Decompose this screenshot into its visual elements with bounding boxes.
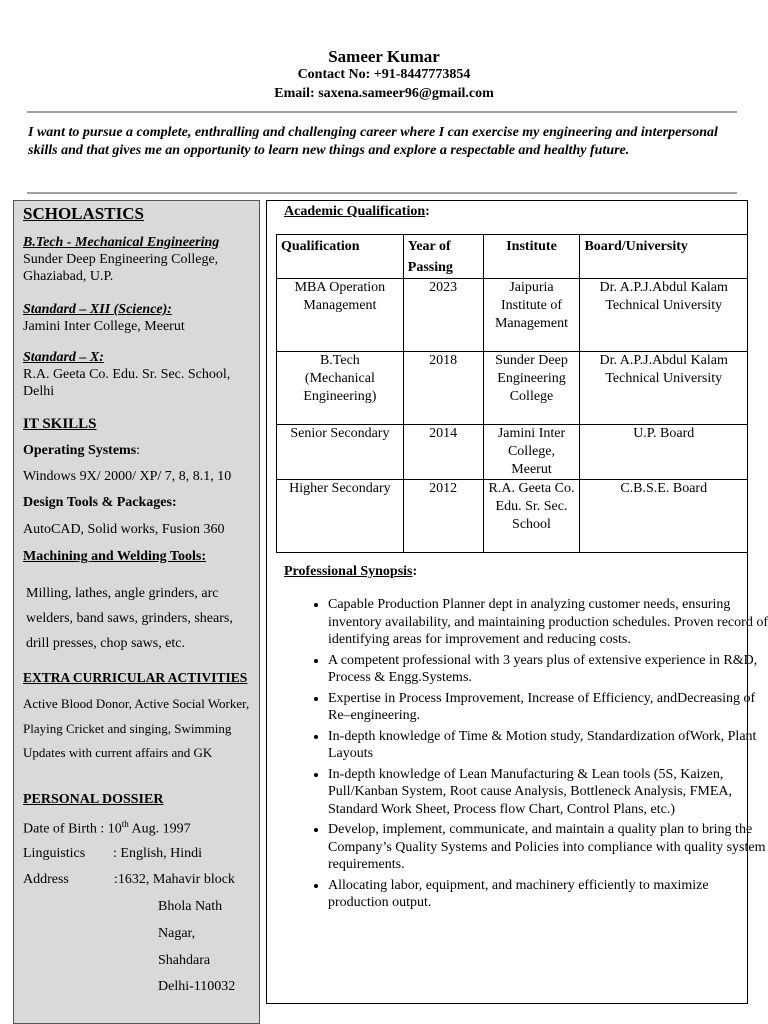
os-label — [23, 443, 140, 459]
extra-curricular-text: Active Blood Donor, Active Social Worker, Playing Cricket and singing, Swimming Updates with current affairs and GK — [23, 696, 250, 760]
list-item: • A competent professional with 3 years plus of extensive experience in R&D, Process & Engg.Systems. — [328, 652, 768, 687]
list-item: • Expertise in Process Improvement, Increase of Efficiency, andDecreasing of Re–engineering. — [328, 690, 768, 725]
objective-divider — [27, 192, 737, 194]
address-line: Delhi-110032 — [158, 979, 236, 994]
table-cell: 2012 — [403, 480, 483, 553]
column-header: Year of Passing — [403, 235, 483, 279]
column-header: Institute — [483, 235, 580, 279]
table-row — [277, 425, 748, 480]
extra-curricular-heading: EXTRA CURRICULAR ACTIVITIES — [23, 670, 248, 685]
table-cell: Dr. A.P.J.Abdul Kalam Technical University — [580, 279, 748, 352]
table-cell: Senior Secondary — [277, 425, 404, 480]
address-line: Bhola Nath — [158, 899, 223, 914]
list-item: • Capable Production Planner dept in analyzing customer needs, ensuring inventory availability, and maintaining production schedules. Proven record of identifying areas for improvement and reducing costs. — [328, 596, 768, 649]
address-line: Nagar, — [158, 926, 196, 941]
academic-qualification-heading — [284, 204, 430, 220]
dob-label: Date of Birth : 10 — [23, 821, 122, 837]
academic-title-text: Academic Qualification — [284, 204, 426, 219]
table-row — [277, 480, 748, 553]
os-value: Windows 9X/ 2000/ XP/ 7, 8, 8.1, 10 — [23, 469, 232, 484]
dob-rest: Aug. 1997 — [128, 821, 191, 837]
table-cell: R.A. Geeta Co. Edu. Sr. Sec. School — [483, 480, 580, 553]
email-address: Email: saxena.sameer96@gmail.com — [274, 86, 494, 101]
table-cell: 2018 — [403, 352, 483, 425]
table-cell: Jamini Inter College, Meerut — [483, 425, 580, 480]
table-row — [277, 279, 748, 352]
linguistics-label: Linguistics — [23, 846, 86, 861]
scholastic-item — [23, 301, 255, 335]
date-of-birth — [23, 819, 191, 838]
scholastic-school: R.A. Geeta Co. Edu. Sr. Sec. School, Delhi — [23, 367, 231, 399]
table-cell: Higher Secondary — [277, 480, 404, 553]
table-row — [277, 352, 748, 425]
professional-synopsis-heading — [284, 564, 417, 580]
scholastic-degree: Standard – XII (Science): — [23, 302, 172, 317]
table-cell: 2014 — [403, 425, 483, 480]
machining-tools-label: Machining and Welding Tools: — [23, 549, 206, 564]
address-line: Shahdara — [158, 953, 211, 968]
qualification-table — [276, 234, 748, 553]
scholastics-heading: SCHOLASTICS — [23, 204, 144, 223]
left-sidebar — [13, 200, 260, 1024]
it-skills-heading: IT SKILLS — [23, 416, 97, 432]
synopsis-title-colon: : — [412, 564, 418, 579]
scholastic-school: Jamini Inter College, Meerut — [23, 319, 185, 334]
scholastic-school: Sunder Deep Engineering College, Ghaziabad, U.P. — [23, 252, 219, 284]
address-label: Address — [23, 872, 69, 887]
table-cell: U.P. Board — [580, 425, 748, 480]
design-tools-label: Design Tools & Packages: — [23, 495, 177, 510]
os-label-text: Operating Systems — [23, 443, 137, 458]
candidate-name: Sameer Kumar — [328, 47, 440, 66]
list-item: • Develop, implement, communicate, and maintain a quality plan to bring the Company’s Quality Systems and Policies into compliance with quality system requirements. — [328, 821, 768, 874]
list-item: • In-depth knowledge of Time & Motion study, Standardization ofWork, Plant Layouts — [328, 728, 768, 763]
table-cell: B.Tech (Mechanical Engineering) — [277, 352, 404, 425]
scholastic-item — [23, 349, 255, 400]
career-objective: I want to pursue a complete, enthralling and challenging career where I can exercise my engineering and interpersonal skills and that gives me an opportunity to learn new things and explore a respectable and healthy future. — [28, 125, 718, 158]
column-header: Qualification — [277, 235, 404, 279]
contact-number: Contact No: +91-8447773854 — [297, 67, 471, 82]
table-cell: Jaipuria Institute of Management — [483, 279, 580, 352]
scholastic-item — [23, 234, 255, 285]
design-tools-value: AutoCAD, Solid works, Fusion 360 — [23, 522, 225, 537]
table-cell: 2023 — [403, 279, 483, 352]
table-cell: Sunder Deep Engineering College — [483, 352, 580, 425]
linguistics-value: : English, Hindi — [113, 846, 203, 861]
address-line: :1632, Mahavir block — [114, 872, 235, 887]
synopsis-list — [300, 596, 768, 915]
table-header-row — [277, 235, 748, 279]
list-item: • Allocating labor, equipment, and machinery efficiently to maximize production output. — [328, 877, 768, 912]
os-label-colon: : — [136, 443, 141, 458]
table-cell: Dr. A.P.J.Abdul Kalam Technical University — [580, 352, 748, 425]
dob-superscript: th — [121, 819, 129, 829]
academic-title-colon: : — [425, 204, 430, 219]
column-header: Board/University — [580, 235, 748, 279]
scholastic-degree: Standard – X: — [23, 350, 104, 365]
scholastic-degree: B.Tech - Mechanical Engineering — [23, 235, 220, 250]
list-item: • In-depth knowledge of Lean Manufacturing & Lean tools (5S, Kaizen, Pull/Kanban System, Root cause Analysis, Bottleneck Analysis, FMEA, Standard Work Sheet, Process flow Chart, Control Plans, etc.) — [328, 766, 768, 819]
header-divider — [27, 111, 737, 113]
synopsis-title-text: Professional Synopsis — [284, 564, 413, 579]
machining-tools-value: Milling, lathes, angle grinders, arc welders, band saws, grinders, shears, drill presses, chop saws, etc. — [26, 586, 233, 651]
table-cell: C.B.S.E. Board — [580, 480, 748, 553]
table-cell: MBA Operation Management — [277, 279, 404, 352]
personal-dossier-heading: PERSONAL DOSSIER — [23, 792, 164, 807]
